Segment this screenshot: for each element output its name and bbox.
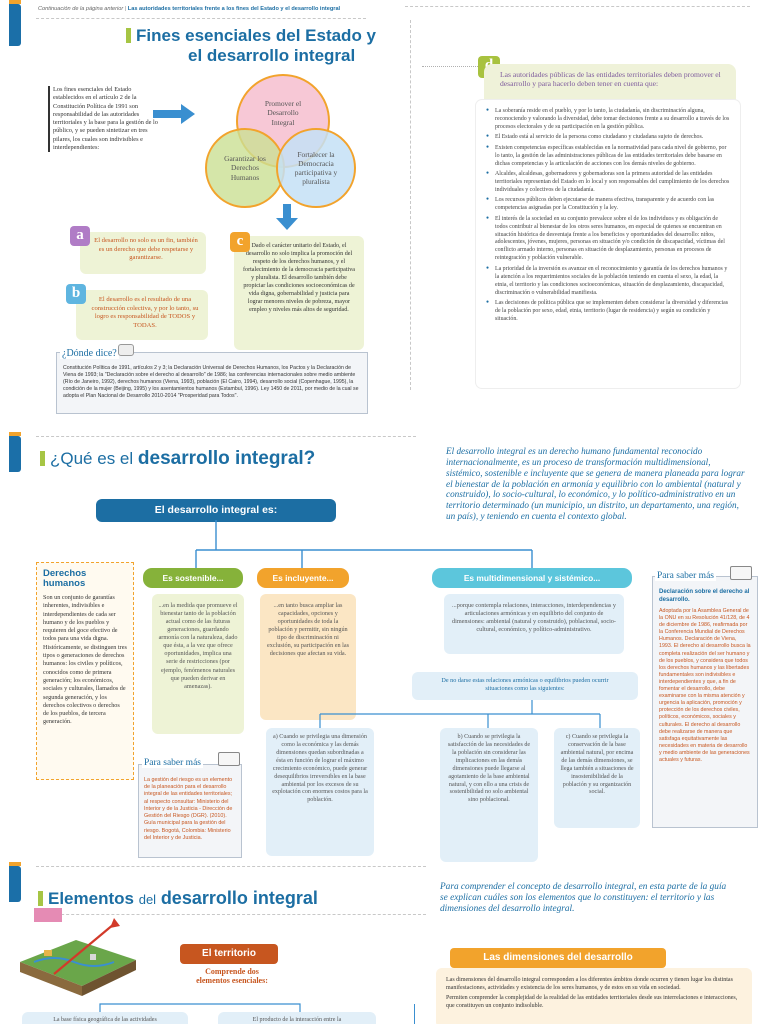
psm-right-title: Para saber más: [657, 571, 714, 581]
d-title: [500, 70, 726, 89]
title-bar-icon-2: [40, 451, 45, 466]
psm-right-title-text: Declaración sobre el derecho al desarrollo.: [659, 589, 750, 603]
territorio-lines: [0, 996, 400, 1012]
box-a: [80, 232, 206, 274]
psm-right-box: [652, 576, 758, 828]
section-tab-1: [9, 4, 21, 46]
header-continued: Continuación de la página anterior: [38, 6, 124, 12]
dims-text-2: Permiten comprender la complejidad de la realidad de las entidades territoriales desde sus interrelaciones e interacciones, que constituyen un conjunto indisoluble.: [446, 995, 738, 1010]
territorio-pill: El territorio: [180, 944, 278, 964]
d-list-item: ● El Estado está al servicio de la persona como ciudadano y ciudadana sujeto de derechos.: [486, 134, 730, 142]
letter-a-badge: a: [70, 226, 90, 246]
letter-b-badge: b: [66, 284, 86, 304]
d-list-card: [476, 100, 740, 388]
case-a-box: a) Cuando se privilegia una dimensión como la económica y las demás dimensiones quedan subordinadas a ésta en función de lograr el máximo crecimiento económico, puede generar desequilibrios irreversibles en la base ambiental por los excesos de su explotación con enormes costos para la población.: [266, 728, 374, 856]
book-icon: [218, 752, 240, 766]
multidimensional-text: ...porque contempla relaciones, interacciones, interdependencias y articulaciones armónicas y en equilibrio del conjunto de dimensiones: ambiental (natural y construido), poblacional, socio-cultural, económico, y político-administrativo.: [452, 602, 616, 634]
section-tab-2: [9, 436, 21, 472]
d-list-item: ● El interés de la sociedad en su conjunto prevalece sobre el de los individuos y es obligación de todos contribuir al bienestar de los otros seres humanos, en especial de quienes se encuentran en situación histórica de desventaja frente a los beneficios y oportunidades del desarrollo: niños, adolescentes, jóvenes, mujeres, personas en situación y/o condición de discapacidad, víctimas del conflicto armado interno, personas en situación de desplazamiento, personas en procesos de reintegración y población vulnerable.: [486, 216, 730, 264]
dims-panel: [436, 968, 752, 1024]
s3-title-pre: Elementos: [48, 889, 134, 908]
psm-left-text: La gestión del riesgo es un elemento de la planeación para el desarrollo integral de las entidades territoriales; al respecto consultar: Ministerio del Interior y de la Justicia - Dirección de Gestión del Riesgo (DGR). (2010). Guía municipal para la gestión del riesgo. Bogotá, Colombia: Ministerio del Interior y de Justicia.: [144, 777, 233, 841]
donde-dice-box: [56, 352, 368, 414]
incluyente-pill: Es incluyente...: [257, 568, 349, 588]
box-b: [76, 290, 208, 340]
d-list-item: ● Los recursos públicos deben ejecutarse de manera efectiva, transparente y de acuerdo con las competencias asignadas por la Constitución y la ley.: [486, 197, 730, 213]
sostenible-text: ...en la medida que promueve el bienestar tanto de la población actual como de las futuras generaciones, guardando armonía con la naturaleza, dado que ésta, a la vez que ofrece oportunidades, implica una serie de restricciones (por ejemplo, fenómenos naturales que pueden derivar en amenazas).: [158, 602, 238, 690]
d-list-item: ● Existen competencias específicas establecidas en la normatividad para cada nivel de gobierno, por lo tanto, la gestión de las administraciones públicas de las entidades territoriales debe basarse en dichas competencias y la articulación de acciones con los demás niveles de gobierno.: [486, 145, 730, 169]
base-fisica-box: La base física geográfica de las actividades: [22, 1012, 188, 1024]
venn-right-label: Fortalecer la Democracia participativa y pluralista: [294, 149, 338, 187]
no-dar-text: De no darse estas relaciones armónicas o equilibrios pueden ocurrir situaciones como las siguientes:: [441, 677, 609, 693]
s2-title-pre: ¿Qué es el: [50, 449, 134, 468]
psm-right-text: Adoptada por la Asamblea General de la ONU en su Resolución 41/128, de 4 de diciembre de 1986, reafirmada por la Conferencia Mundial de Derechos Humanos. Declaración de Viena, 1993. El derecho al desarrollo busca la completa realización del ser humano y de los pueblos, y considera que todos los derechos humanos y las libertades fundamentales son indivisibles e interdependientes y que, a fin de fomentar el desarrollo, debe examinarse con la misma atención y urgencia la aplicación, promoción y protección de los derechos civiles, políticos, económicos, sociales y culturales. El derecho al desarrollo debe realizarse de manera que satisfaga equitativamente las necesidades en materia de desarrollo y medio ambiente de las generaciones actuales y futuras.: [659, 608, 751, 763]
dimensiones-pill: Las dimensiones del desarrollo: [450, 948, 666, 968]
donde-dice-title: ¿Dónde dice?: [62, 348, 117, 359]
incluyente-text: ...en tanto busca ampliar las capacidades, opciones y oportunidades de toda la población y permitir, sin ningún tipo de discriminación ni exclusión, su participación en las decisiones que afectan su vida.: [267, 602, 349, 658]
venn-left-label: Garantizar los Derechos Humanos: [224, 154, 266, 182]
dh-text: Son un conjunto de garantías inherentes, indivisibles e interdependientes de cada ser humano y de los pueblos y requieren del goce efectivo de todos para una vida digna. Históricamente, se distinguen tres tipos o generaciones de derechos humanos: los civiles y políticos, conocidos como de primera generación; los económicos, sociales y culturales, llamados de segunda generación, y los derechos colectivos o derechos de los pueblos, de tercera generación.: [43, 593, 127, 726]
s3-top-divider: [36, 866, 426, 867]
box-a-text: El desarrollo no solo es un fin, también es un derecho que debe respetarse y garantizarse.: [94, 237, 198, 262]
case-b-box: b) Cuando se privilegia la satisfacción de las necesidades de la población sin considerar las implicaciones en las demás dimensiones puede llegarse al agotamiento de la base ambiental natural, y con ello a una crisis de sostenibilidad no solo ambiental sino poblacional.: [440, 728, 538, 862]
letter-c-badge: c: [230, 232, 250, 252]
d-list-item: ● Las decisiones de política pública que se implementen deben considerar la diversidad y diferencias de la población por sexo, edad, etnia, territorio (lugar de residencia) y según su condición y situación.: [486, 300, 730, 324]
multidimensional-pill: Es multidimensional y sistémico...: [432, 568, 632, 588]
donde-dice-text: Constitución Política de 1991, artículos 2 y 3; la Declaración Universal de Derechos Humanos, los Pactos y la Declaración de Viena de 1993; la "Declaración sobre el derecho al desarrollo" de 1986; las conferencias internacionales sobre medio ambiente (Río de Janeiro, 1992), derechos humanos (Viena, 1993), población (El Cairo, 1994), desarrollo social (Copenhague, 1995), la condición de la mujer (Beijing, 1995) y los asentamientos humanos (Estambul, 1996). Ley 1450 de 2011, por medio de la cual se adopta el Plan Nacional de Desarrollo 2010-2014 "Prosperidad para Todos".: [63, 365, 359, 400]
section-tab-3: [9, 866, 21, 902]
top-divider-right: [405, 6, 750, 7]
d-title-text: Las autoridades públicas de las entidades territoriales deben promover el desarrollo y para hacerlo deben tener en cuenta que:: [500, 70, 721, 89]
s2-title-main: desarrollo integral?: [137, 448, 316, 469]
dims-connector: [414, 1004, 415, 1024]
book-icon-2: [730, 566, 752, 580]
d-list-item: ● La prioridad de la inversión es avanzar en el reconocimiento y garantía de los derechos humanos y la atención a los requerimientos sociales de la población teniendo en cuenta el sexo, la edad, la etnia, el territorio y las condiciones socioeconómicas, situación de desplazamiento, discapacidad, discriminación o vulnerabilidad manifiesta.: [486, 266, 730, 298]
dims-text-1: Las dimensiones del desarrollo integral corresponden a los diferentes ámbitos donde ocurren y tienen lugar los distintas manifestaciones, actividades y existencia de los seres humanos, y de estos en su vida en sociedad.: [446, 977, 733, 992]
s1-title-line2: el desarrollo integral: [188, 46, 356, 65]
comprende-label: Comprende dos elementos esenciales:: [196, 967, 268, 985]
box-c-text: Dado el carácter unitario del Estado, el desarrollo no solo implica la promoción del respeto de los derechos humanos, y el fortalecimiento de la democracia participativa y pluralista. El desarrollo también debe propiciar las condiciones socioeconómicas de vida digna, gobernabilidad y justicia para lograr menores niveles de pobreza, mayor empleo y niveles más altos de seguridad.: [243, 243, 355, 314]
top-divider: [36, 18, 366, 19]
multidimensional-box: [444, 594, 624, 654]
no-dar-box: [412, 672, 638, 700]
terrain-illustration-icon: [14, 904, 138, 1004]
running-header: Continuación de la página anterior | Las autoridades territoriales frente a los fines del Estado y el desarrollo integral: [38, 6, 341, 12]
d-list: [486, 108, 730, 324]
arrow-down-icon: [276, 204, 298, 230]
dh-box: [36, 562, 134, 780]
s3-title-mid: del: [138, 892, 157, 907]
dh-title: Derechos humanos: [43, 568, 87, 589]
box-c: [234, 236, 364, 350]
s3-intro: Para comprender el concepto de desarrollo integral, en esta parte de la guía se explican cuáles son los elementos que lo constituyen: el territorio y las dimensiones del desarrollo integral.: [440, 882, 727, 914]
box-b-text: El desarrollo es el resultado de una construcción colectiva, y por lo tanto, su logro es responsabilidad de TODOS y TODAS.: [91, 296, 199, 330]
s1-divider-vertical: [410, 20, 411, 390]
title-bar-icon: [126, 28, 131, 43]
venn-circle-right: [276, 128, 356, 208]
s1-title-line1: Fines esenciales del Estado y: [136, 26, 377, 45]
es-label-pill: El desarrollo integral es:: [96, 499, 336, 522]
sostenible-pill: Es sostenible...: [143, 568, 243, 588]
s3-title-main: desarrollo integral: [160, 888, 318, 908]
producto-box: El producto de la interacción entre la: [218, 1012, 376, 1024]
venn-top-label: Promover el Desarrollo Integral: [264, 99, 302, 127]
case-c-box: c) Cuando se privilegia la conservación de la base ambiental natural, por encima de las demás dimensiones, se llega también a situaciones de insostenibilidad de la población y su organización social.: [554, 728, 640, 828]
s1-title: [126, 26, 376, 66]
psm-left-box: [138, 764, 242, 858]
s2-top-divider: [36, 436, 416, 437]
header-section: Las autoridades territoriales frente a los fines del Estado y el desarrollo integral: [127, 6, 341, 12]
s2-title: [40, 448, 315, 470]
d-connector: [422, 66, 478, 67]
s2-definition: El desarrollo integral es un derecho humano fundamental reconocido internacionalmente, es un proceso de transformación multidimensional, sistémico, sostenible e incluyente que se genera de manera planeada para lograr el bienestar de la población en armonía y equilibrio con lo ambiental (natural y construido), lo socio-cultural, lo económico, y lo político-administrativo en un territorio determinado (un municipio, un distrito, un departamento, una región, un país), y teniendo en cuenta el contexto global.: [446, 446, 745, 522]
magnifier-icon: [118, 344, 134, 356]
arrow-right-icon: [153, 104, 195, 124]
psm-left-title: Para saber más: [144, 758, 201, 768]
d-list-item: ● La soberanía reside en el pueblo, y por lo tanto, la ciudadanía, sin discriminación alguna, reconociendo y valorando la diversidad, debe tomar decisiones frente a su desarrollo a través de los procesos electorales y de su participación en la gestión pública.: [486, 108, 730, 132]
s1-intro: Los fines esenciales del Estado establecidos en el artículo 2 de la Constitución Política de 1991 son responsabilidad de las autoridades territoriales y la base para la gestión de lo público, y se pueden sintetizar en tres pilares, los cuales son indivisibles e interdependientes:: [48, 86, 160, 152]
d-list-item: ● Alcaldes, alcaldesas, gobernadores y gobernadoras son la primera autoridad de las entidades territoriales representan del Estado en lo local y son responsables del cumplimiento de los derechos individuales y colectivos de la ciudadanía.: [486, 171, 730, 195]
venn-circle-left: [205, 128, 285, 208]
